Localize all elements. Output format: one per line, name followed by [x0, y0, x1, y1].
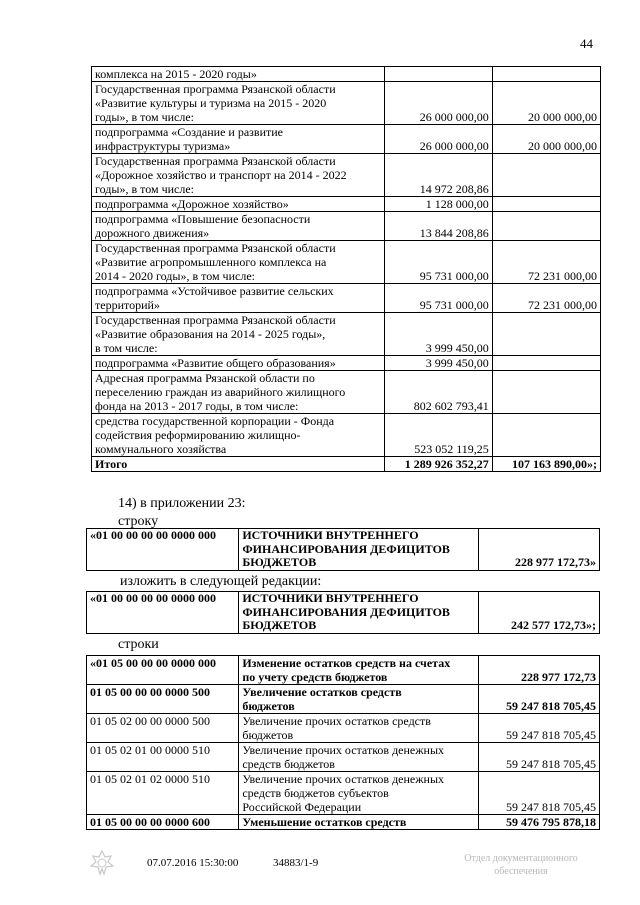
table-row: [92, 313, 601, 356]
label-izlozhit: изложить в следующей редакции:: [120, 574, 322, 589]
table-row: [92, 284, 601, 313]
row-description: Государственная программа Рязанской области «Развитие образования на 2014 - 2025 годы», в том числе:: [92, 313, 385, 356]
table-row: [92, 212, 601, 241]
row-name: Увеличение прочих остатков денежных средств бюджетов: [239, 743, 478, 772]
row-value-federal: 72 231 000,00: [492, 284, 600, 313]
table-row: [92, 414, 601, 457]
row-name: Увеличение прочих остатков денежных средств бюджетов субъектов Российской Федерации: [239, 772, 478, 815]
watermark: Отдел документационного обеспечения: [464, 853, 578, 877]
row-value-2016: 95 731 000,00: [384, 241, 492, 284]
row-value-2016: 802 602 793,41: [384, 371, 492, 414]
row-value-2016: 3 999 450,00: [384, 313, 492, 356]
new-value: 242 577 172,73»;: [478, 592, 599, 634]
row-description: Адресная программа Рязанской области по переселению граждан из аварийного жилищного фонда на 2013 - 2017 годы, в том числе:: [92, 371, 385, 414]
row-code: 01 05 02 00 00 0000 500: [87, 714, 239, 743]
row-code: 01 05 00 00 00 0000 500: [87, 685, 239, 714]
row-name: Увеличение остатков средств бюджетов: [239, 685, 478, 714]
row-description: комплекса на 2015 - 2020 годы»: [92, 67, 385, 82]
row-description: подпрограмма «Создание и развитие инфраструктуры туризма»: [92, 125, 385, 154]
row-description: Государственная программа Рязанской области «Развитие агропромышленного комплекса на 2014 - 2020 годы», в том числе:: [92, 241, 385, 284]
table-row: [92, 125, 601, 154]
row-description: Государственная программа Рязанской области «Развитие культуры и туризма на 2015 - 2020 годы», в том числе:: [92, 82, 385, 125]
row-value-2016: 3 999 450,00: [384, 356, 492, 371]
row-description: подпрограмма «Повышение безопасности дорожного движения»: [92, 212, 385, 241]
item-14-heading: 14) в приложении 23:: [118, 496, 246, 511]
total-value-1: 1 289 926 352,27: [384, 457, 492, 472]
row-value-federal: 72 231 000,00: [492, 241, 600, 284]
row-description: подпрограмма «Устойчивое развитие сельских территорий»: [92, 284, 385, 313]
row-value-federal: 20 000 000,00: [492, 125, 600, 154]
row-value-federal: 20 000 000,00: [492, 82, 600, 125]
row-name: Уменьшение остатков средств: [239, 815, 478, 830]
row-value: 59 247 818 705,45: [478, 772, 599, 815]
old-value: 228 977 172,73»: [478, 529, 599, 571]
row-description: средства государственной корпорации - Фонда содействия реформированию жилищно- коммунального хозяйства: [92, 414, 385, 457]
row-code: «01 05 00 00 00 0000 000: [87, 656, 239, 685]
table-row: [92, 82, 601, 125]
row-code: 01 05 00 00 00 0000 600: [87, 815, 239, 830]
row-value-2016: 13 844 208,86: [384, 212, 492, 241]
new-name: ИСТОЧНИКИ ВНУТРЕННЕГО ФИНАНСИРОВАНИЯ ДЕФИЦИТОВ БЮДЖЕТОВ: [239, 592, 478, 634]
page-number: 44: [580, 36, 593, 51]
row-value-federal: [492, 313, 600, 356]
row-value-2016: 14 972 208,86: [384, 154, 492, 197]
table-row: [87, 714, 600, 743]
row-value-2016: 95 731 000,00: [384, 284, 492, 313]
table-row: [87, 772, 600, 815]
row-value-federal: [492, 414, 600, 457]
row-code: 01 05 02 01 00 0000 510: [87, 743, 239, 772]
row-name: Увеличение прочих остатков средств бюджетов: [239, 714, 478, 743]
row-value: 59 247 818 705,45: [478, 685, 599, 714]
table-row: [92, 356, 601, 371]
row-value-federal: [492, 212, 600, 241]
old-code: «01 00 00 00 00 0000 000: [87, 529, 239, 571]
total-label: Итого: [92, 457, 385, 472]
new-sources-row: [86, 591, 600, 634]
row-value-2016: 26 000 000,00: [384, 125, 492, 154]
row-value-2016: 1 128 000,00: [384, 197, 492, 212]
old-sources-row: [86, 528, 600, 571]
row-description: подпрограмма «Развитие общего образования»: [92, 356, 385, 371]
table-row: [92, 67, 601, 82]
emblem-icon: [87, 848, 117, 882]
table-row: [87, 685, 600, 714]
table-row: [87, 656, 600, 685]
table-row: [87, 743, 600, 772]
footer-doc-id: 34883/1-9: [273, 857, 319, 869]
row-value-federal: [492, 197, 600, 212]
row-value: 59 247 818 705,45: [478, 743, 599, 772]
label-stroku: строку: [118, 514, 159, 529]
table-row: [92, 371, 601, 414]
row-value-federal: [492, 67, 600, 82]
total-row: [92, 457, 601, 472]
row-description: Государственная программа Рязанской области «Дорожное хозяйство и транспорт на 2014 - 2022 годы», в том числе:: [92, 154, 385, 197]
row-value: 228 977 172,73: [478, 656, 599, 685]
old-name: ИСТОЧНИКИ ВНУТРЕННЕГО ФИНАНСИРОВАНИЯ ДЕФИЦИТОВ БЮДЖЕТОВ: [239, 529, 478, 571]
row-value-federal: [492, 154, 600, 197]
footer-date: 07.07.2016 15:30:00: [147, 857, 239, 869]
row-value-2016: 523 052 119,25: [384, 414, 492, 457]
label-stroki: строки: [118, 637, 159, 652]
row-value-2016: 26 000 000,00: [384, 82, 492, 125]
total-value-2: 107 163 890,00»;: [492, 457, 600, 472]
row-code: 01 05 02 01 02 0000 510: [87, 772, 239, 815]
row-value-federal: [492, 371, 600, 414]
row-value: 59 476 795 878,18: [478, 815, 599, 830]
table-row: [92, 197, 601, 212]
row-value-federal: [492, 356, 600, 371]
table-row: [87, 815, 600, 830]
table-row: [92, 154, 601, 197]
balances-table: [86, 655, 600, 830]
row-description: подпрограмма «Дорожное хозяйство»: [92, 197, 385, 212]
new-code: «01 00 00 00 00 0000 000: [87, 592, 239, 634]
table-row: [92, 241, 601, 284]
row-value-2016: [384, 67, 492, 82]
row-value: 59 247 818 705,45: [478, 714, 599, 743]
programs-table: [91, 66, 601, 472]
row-name: Изменение остатков средств на счетах по учету средств бюджетов: [239, 656, 478, 685]
